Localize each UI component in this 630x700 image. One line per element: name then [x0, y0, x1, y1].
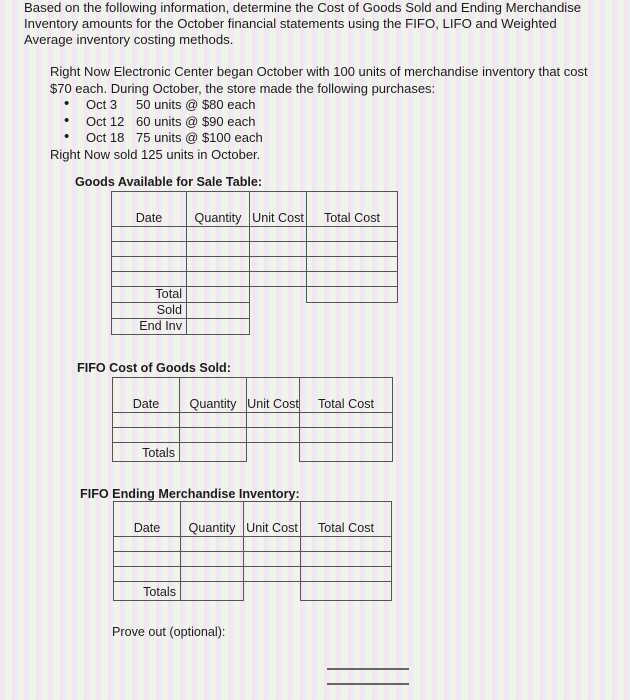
table-row	[112, 257, 398, 272]
goods-available-table	[111, 191, 398, 335]
unit-cost-cell[interactable]	[244, 552, 301, 567]
table-row	[114, 552, 392, 567]
end-inv-row	[112, 319, 398, 335]
unit-cost-cell[interactable]	[250, 257, 307, 272]
total-cost-cell[interactable]	[307, 227, 398, 242]
table-row	[114, 567, 392, 582]
table-row	[112, 242, 398, 257]
col-header-quantity: Quantity	[180, 378, 247, 413]
total-cost-cell[interactable]	[307, 287, 398, 303]
date-cell[interactable]	[113, 428, 180, 443]
problem-statement: Right Now Electronic Center began October with 100 units of merchandise inventory that cost $70 each. During October, the store made the following purchases: • Oct 3 50 units @ $80 each • Oct 12 60 units @ $90 each • Oct 18 75 units @ $100 each Right Now sold 125 units in October.	[50, 64, 588, 163]
totals-label: Totals	[113, 443, 180, 462]
col-header-date: Date	[114, 502, 181, 537]
date-cell[interactable]	[114, 552, 181, 567]
quantity-cell[interactable]	[181, 537, 244, 552]
unit-cost-cell[interactable]	[247, 428, 300, 443]
totals-cost-cell[interactable]	[300, 443, 393, 462]
col-header-date: Date	[113, 378, 180, 413]
quantity-cell[interactable]	[181, 552, 244, 567]
prove-out-line[interactable]	[327, 668, 409, 670]
total-cost-cell[interactable]	[307, 257, 398, 272]
quantity-cell[interactable]	[180, 428, 247, 443]
quantity-cell[interactable]	[187, 242, 250, 257]
col-header-date: Date	[112, 192, 187, 227]
total-row	[112, 287, 398, 303]
unit-cost-cell[interactable]	[250, 227, 307, 242]
purchase-item: • Oct 18 75 units @ $100 each	[50, 130, 588, 147]
prove-out-line[interactable]	[327, 683, 409, 685]
instructions: Based on the following information, determine the Cost of Goods Sold and Ending Merchandise Inventory amounts for the October financial statements using the FIFO, LIFO and Weighted Average inventory costing methods.	[24, 0, 582, 47]
date-cell[interactable]	[114, 537, 181, 552]
table-row	[114, 537, 392, 552]
quantity-cell[interactable]	[181, 567, 244, 582]
date-cell[interactable]	[112, 227, 187, 242]
goods-available-title: Goods Available for Sale Table:	[75, 175, 263, 189]
fifo-ending-table	[113, 501, 392, 601]
total-cost-cell[interactable]	[301, 552, 392, 567]
purchase-list	[50, 97, 588, 147]
table-row	[112, 272, 398, 287]
col-header-unit-cost: Unit Cost	[247, 378, 300, 413]
unit-cost-cell[interactable]	[250, 242, 307, 257]
col-header-unit-cost: Unit Cost	[250, 192, 307, 227]
end-inv-quantity-cell[interactable]	[187, 319, 250, 335]
table-row	[113, 428, 393, 443]
sold-label: Sold	[112, 303, 187, 319]
totals-quantity-cell[interactable]	[180, 443, 247, 462]
totals-row	[113, 443, 393, 462]
col-header-total-cost: Total Cost	[301, 502, 392, 537]
quantity-cell[interactable]	[187, 227, 250, 242]
fifo-ending-title: FIFO Ending Merchandise Inventory:	[80, 487, 300, 501]
totals-quantity-cell[interactable]	[181, 582, 244, 601]
total-quantity-cell[interactable]	[187, 287, 250, 303]
end-inv-label: End Inv	[112, 319, 187, 335]
col-header-total-cost: Total Cost	[307, 192, 398, 227]
quantity-cell[interactable]	[180, 413, 247, 428]
date-cell[interactable]	[113, 413, 180, 428]
quantity-cell[interactable]	[187, 257, 250, 272]
quantity-cell[interactable]	[187, 272, 250, 287]
total-label: Total	[112, 287, 187, 303]
date-cell[interactable]	[114, 567, 181, 582]
table-row	[113, 413, 393, 428]
totals-row	[114, 582, 392, 601]
totals-cost-cell[interactable]	[301, 582, 392, 601]
table-row	[112, 227, 398, 242]
date-cell[interactable]	[112, 242, 187, 257]
fifo-cogs-title: FIFO Cost of Goods Sold:	[77, 361, 231, 375]
unit-cost-cell[interactable]	[247, 413, 300, 428]
total-cost-cell[interactable]	[300, 428, 393, 443]
purchase-item: • Oct 12 60 units @ $90 each	[50, 114, 588, 131]
total-cost-cell[interactable]	[307, 272, 398, 287]
fifo-cogs-table	[112, 377, 393, 462]
date-cell[interactable]	[112, 257, 187, 272]
purchase-item: • Oct 3 50 units @ $80 each	[50, 97, 588, 114]
sold-quantity-cell[interactable]	[187, 303, 250, 319]
unit-cost-cell[interactable]	[244, 537, 301, 552]
prove-out-label: Prove out (optional):	[112, 625, 226, 639]
total-cost-cell[interactable]	[301, 567, 392, 582]
col-header-unit-cost: Unit Cost	[244, 502, 301, 537]
col-header-quantity: Quantity	[181, 502, 244, 537]
date-cell[interactable]	[112, 272, 187, 287]
unit-cost-cell[interactable]	[244, 567, 301, 582]
totals-label: Totals	[114, 582, 181, 601]
col-header-total-cost: Total Cost	[300, 378, 393, 413]
total-cost-cell[interactable]	[300, 413, 393, 428]
total-cost-cell[interactable]	[301, 537, 392, 552]
sold-row	[112, 303, 398, 319]
unit-cost-cell[interactable]	[250, 272, 307, 287]
col-header-quantity: Quantity	[187, 192, 250, 227]
total-cost-cell[interactable]	[307, 242, 398, 257]
